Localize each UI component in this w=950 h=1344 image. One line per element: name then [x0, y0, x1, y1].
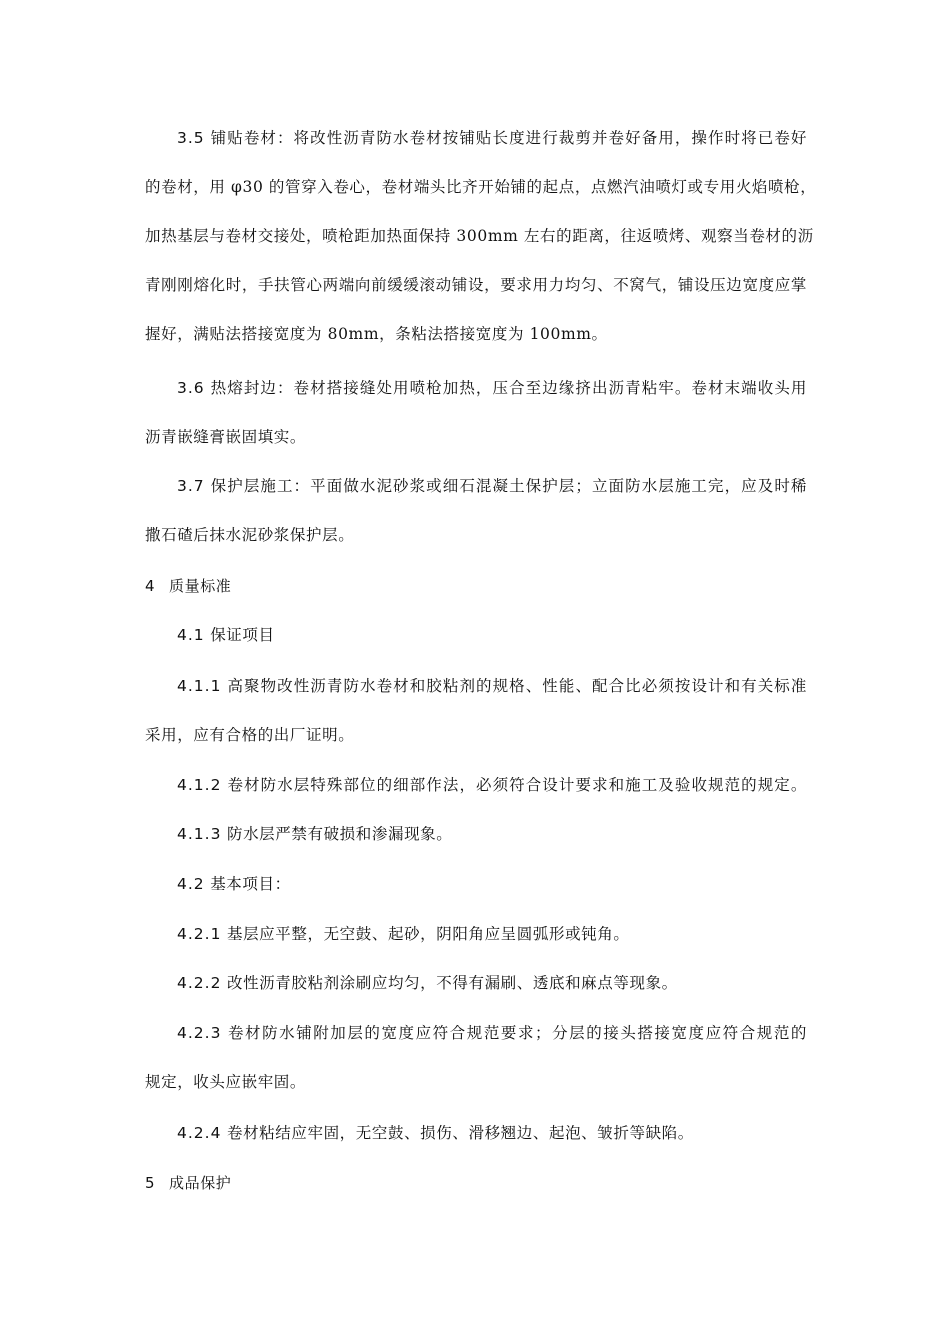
section-number: 4.2	[177, 875, 205, 893]
paragraph-4-1-2: 4.1.2 卷材防水层特殊部位的细部作法，必须符合设计要求和施工及验收规范的规定。	[177, 776, 807, 794]
heading-5	[145, 1173, 807, 1193]
heading-title: 质量标准	[169, 577, 232, 595]
paragraph-3-5-line-1: 3.5 铺贴卷材：将改性沥青防水卷材按铺贴长度进行裁剪并卷好备用，操作时将已卷好	[177, 129, 807, 147]
paragraph-3-5-line-2: 的卷材，用 φ30 的管穿入卷心，卷材端头比齐开始铺的起点，点燃汽油喷灯或专用火焰喷枪，	[145, 178, 817, 196]
section-number: 4.2.1	[177, 925, 222, 943]
paragraph-4-1-1-line-2: 采用，应有合格的出厂证明。	[145, 726, 355, 744]
paragraph-3-6-line-1: 3.6 热熔封边：卷材搭接缝处用喷枪加热，压合至边缘挤出沥青粘牢。卷材末端收头用	[177, 379, 807, 397]
heading-number: 5	[145, 1174, 156, 1192]
section-number: 4.2.3	[177, 1024, 222, 1042]
paragraph-3-5-line-4: 青刚刚熔化时，手扶管心两端向前缓缓滚动铺设，要求用力均匀、不窝气，铺设压边宽度应掌	[145, 276, 807, 294]
paragraph-3-7-line-1: 3.7 保护层施工：平面做水泥砂浆或细石混凝土保护层；立面防水层施工完，应及时稀	[177, 477, 807, 495]
section-number: 3.5	[177, 129, 205, 147]
section-number: 4.1.3	[177, 825, 222, 843]
paragraph-4-2: 4.2 基本项目：	[177, 875, 291, 893]
paragraph-3-5-line-5: 握好，满贴法搭接宽度为 80mm，条粘法搭接宽度为 100mm。	[145, 325, 608, 343]
paragraph-4-1: 4.1 保证项目	[177, 626, 275, 644]
paragraph-4-1-1-line-1: 4.1.1 高聚物改性沥青防水卷材和胶粘剂的规格、性能、配合比必须按设计和有关标准	[177, 677, 807, 695]
paragraph-3-6-line-2: 沥青嵌缝膏嵌固填实。	[145, 428, 307, 446]
section-number: 4.1.1	[177, 677, 222, 695]
paragraph-4-2-4: 4.2.4 卷材粘结应牢固，无空鼓、损伤、滑移翘边、起泡、皱折等缺陷。	[177, 1124, 694, 1142]
heading-title: 成品保护	[169, 1174, 232, 1192]
section-number: 3.7	[177, 477, 205, 495]
section-number: 4.1.2	[177, 776, 222, 794]
section-number: 4.2.2	[177, 974, 222, 992]
paragraph-4-1-3: 4.1.3 防水层严禁有破损和渗漏现象。	[177, 825, 453, 843]
paragraph-3-5-line-3: 加热基层与卷材交接处，喷枪距加热面保持 300mm 左右的距离，往返喷烤、观察当卷材的沥	[145, 227, 814, 245]
heading-number: 4	[145, 577, 156, 595]
paragraph-4-2-1: 4.2.1 基层应平整，无空鼓、起砂，阴阳角应呈圆弧形或钝角。	[177, 925, 630, 943]
section-number: 4.2.4	[177, 1124, 222, 1142]
heading-4	[145, 576, 807, 596]
paragraph-4-2-3-line-1: 4.2.3 卷材防水铺附加层的宽度应符合规范要求；分层的接头搭接宽度应符合规范的	[177, 1024, 808, 1042]
paragraph-4-2-3-line-2: 规定，收头应嵌牢固。	[145, 1073, 307, 1091]
section-number: 4.1	[177, 626, 205, 644]
paragraph-3-7-line-2: 撒石碴后抹水泥砂浆保护层。	[145, 526, 355, 544]
section-number: 3.6	[177, 379, 205, 397]
paragraph-4-2-2: 4.2.2 改性沥青胶粘剂涂刷应均匀，不得有漏刷、透底和麻点等现象。	[177, 974, 678, 992]
